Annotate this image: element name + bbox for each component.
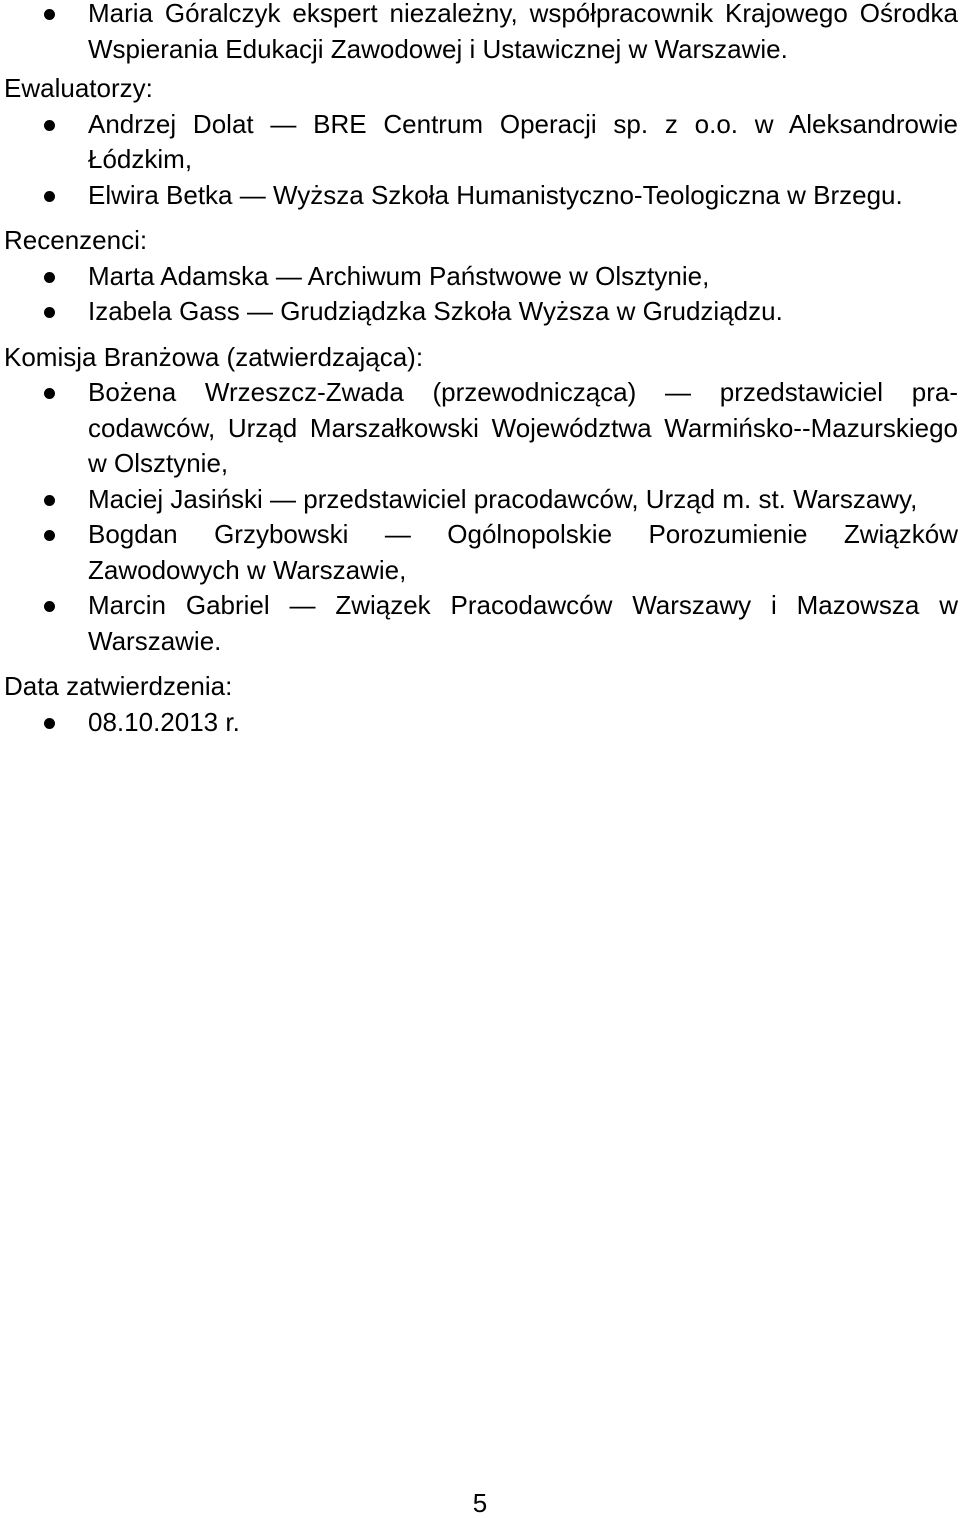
evaluators-list: [4, 107, 958, 214]
commission-member-item: Bogdan Grzybowski — Ogólnopolskie Porozumienie Związków Zawodowych w Warszawie,: [4, 517, 958, 588]
approval-date-value: 08.10.2013 r.: [4, 705, 958, 741]
commission-member-item: Marcin Gabriel — Związek Pracodawców Warszawy i Mazowsza w Warszawie.: [4, 588, 958, 659]
reviewer-item: Izabela Gass — Grudziądzka Szkoła Wyższa w Grudziądzu.: [4, 294, 958, 330]
page-number: 5: [472, 1488, 488, 1518]
author-item: Maria Góralczyk ekspert niezależny, współpracownik Krajowego Ośrodka Wspierania Edukacji Zawodowej i Ustawicznej w Warszawie.: [4, 0, 958, 67]
commission-list: [4, 375, 958, 659]
reviewers-section: [4, 223, 958, 330]
reviewers-list: [4, 259, 958, 330]
approval-section: [4, 669, 958, 740]
evaluator-item: Elwira Betka — Wyższa Szkoła Humanistyczno-Teologiczna w Brzegu.: [4, 178, 958, 214]
evaluator-item: Andrzej Dolat — BRE Centrum Operacji sp. z o.o. w Aleksandrowie Łódzkim,: [4, 107, 958, 178]
reviewers-heading: Recenzenci:: [4, 225, 148, 255]
evaluators-heading: Ewaluatorzy:: [4, 73, 153, 103]
commission-section: [4, 340, 958, 660]
page-content: [4, 0, 958, 740]
approval-list: [4, 705, 958, 741]
commission-heading: Komisja Branżowa (zatwierdzająca):: [4, 341, 424, 372]
evaluators-section: [4, 71, 958, 213]
reviewer-item: Marta Adamska — Archiwum Państwowe w Olsztynie,: [4, 259, 958, 295]
commission-member-item: Maciej Jasiński — przedstawiciel pracodawców, Urząd m. st. Warszawy,: [4, 482, 958, 518]
commission-member-item: Bożena Wrzeszcz-Zwada (przewodnicząca) — przedstawiciel pracodawców, Urząd Marszałkowski Województwa Warmińsko-​-Mazurskiego w Olsztynie,: [4, 375, 958, 482]
authors-list: [4, 0, 958, 67]
approval-date-heading: Data zatwierdzenia:: [4, 671, 233, 701]
